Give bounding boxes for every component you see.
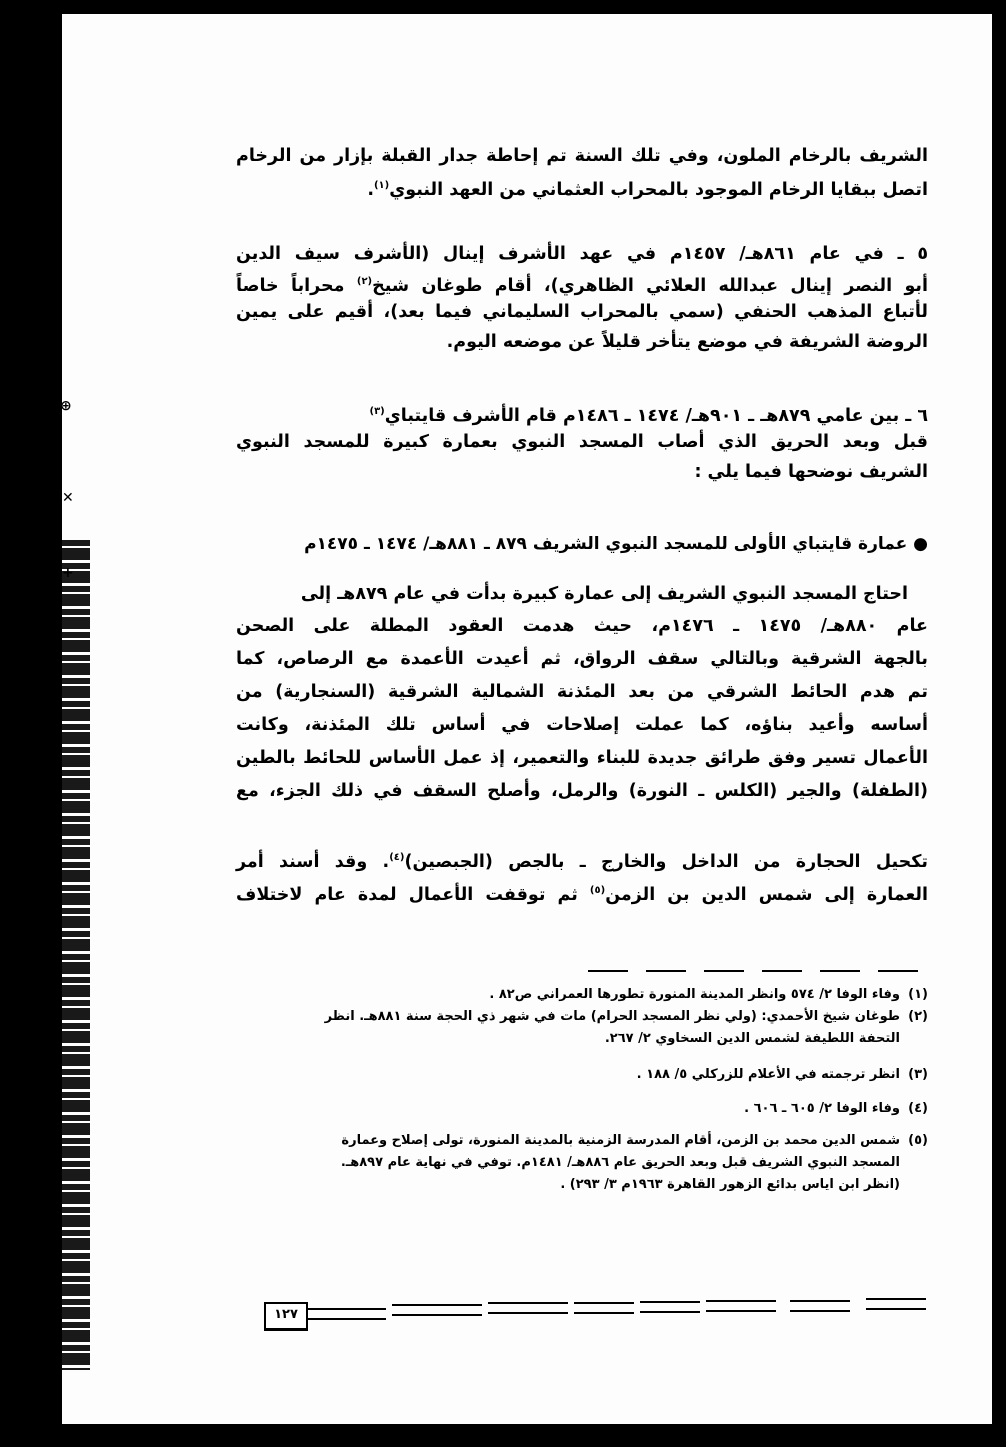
item6-line-1-text: ٦ ـ بين عامي ٨٧٩هـ ـ ٩٠١هـ/ ١٤٧٤ ـ ١٤٨٦م قام الأشرف قايتباي: [384, 405, 928, 426]
body-line-5: أساسه وأعيد بناؤه، كما عملت إصلاحات في أساس تلك المئذنة، وكانت: [236, 715, 928, 735]
footnote-1-num: (١): [908, 987, 928, 1002]
body-line-8: [236, 844, 928, 876]
footnote-5-cont-1: المسجد النبوي الشريف قبل وبعد الحريق عام ٨٨٦هـ/ ١٤٨١م. توفي في نهاية عام ٨٩٧هـ.: [340, 1155, 900, 1170]
footnote-ref-4[interactable]: (٤): [389, 852, 405, 863]
footnote-1-text: وفاء الوفا ٢/ ٥٧٤ وانظر المدينة المنورة تطورها العمراني ص٨٢ .: [489, 987, 900, 1002]
item5-line-4: الروضة الشريفة في موضع يتأخر قليلاً عن موضعه اليوم.: [446, 332, 928, 352]
body-line-9: [236, 877, 928, 909]
scan-border-right: [992, 0, 1006, 360]
footnote-4: [744, 1099, 928, 1119]
body-line-3: بالجهة الشرقية وبالتالي سقف الرواق، ثم أعيدت الأعمدة مع الرصاص، كما: [236, 649, 928, 669]
footnote-3-text: انظر ترجمته في الأعلام للزركلي ٥/ ١٨٨ .: [636, 1067, 900, 1082]
footnote-separator: [588, 970, 918, 972]
section-heading: ● عمارة قايتباي الأولى للمسجد النبوي الشريف ٨٧٩ ـ ٨٨١هـ/ ١٤٧٤ ـ ١٤٧٥م: [304, 534, 928, 554]
footnote-ref-2[interactable]: (٢): [356, 276, 373, 287]
scan-border-left: [0, 0, 68, 1447]
margin-mark: ✕: [62, 490, 74, 506]
footnote-5-cont-2: (انظر ابن اياس بدائع الزهور القاهرة ١٩٦٣م ٣/ ٢٩٣) .: [560, 1177, 900, 1192]
intro-line-2: اتصل ببقايا الرخام الموجود بالمحراب العثماني من العهد النبوي$^{(١)}$.: [367, 179, 928, 200]
intro-line-2-text: اتصل ببقايا الرخام الموجود بالمحراب العثماني من العهد النبوي: [389, 179, 928, 200]
margin-mark: +: [62, 565, 74, 581]
item6-line-2: قبل وبعد الحريق الذي أصاب المسجد النبوي بعمارة كبيرة للمسجد النبوي: [236, 432, 928, 452]
body-line-8-text: تكحيل الحجارة من الداخل والخارج ـ بالجص (الجبصين): [404, 851, 928, 872]
page-number: ١٢٧: [264, 1302, 308, 1331]
item5-line-1: ٥ ـ في عام ٨٦١هـ/ ١٤٥٧م في عهد الأشرف إينال (الأشرف سيف الدين: [236, 244, 929, 264]
footnote-ref-1[interactable]: (١): [373, 180, 390, 191]
item6-line-1: [369, 398, 928, 430]
footnote-ref-5[interactable]: (٥): [589, 885, 606, 896]
body-line-9-tail: ثم توقفت الأعمال لمدة عام لاختلاف: [236, 884, 578, 905]
item5-line-2-tail: محراباً خاصاً: [236, 275, 345, 296]
body-line-7: (الطفلة) والجير (الكلس ـ النورة) والرمل، وأصلح السقف في ذلك الجزء، مع: [236, 781, 928, 801]
footnote-5: [341, 1131, 928, 1151]
footer-ornament: [392, 1304, 482, 1316]
item5-line-3: لأتباع المذهب الحنفي (سمي بالمحراب السليماني فيما بعد)، أقيم على يمين: [236, 302, 928, 322]
body-line-6: الأعمال تسير وفق طرائق جديدة للبناء والتعمير، إذ عمل الأساس للحائط بالطين: [236, 748, 928, 768]
footer-ornament: [866, 1298, 926, 1310]
intro-line-1: الشريف بالرخام الملون، وفي تلك السنة تم إحاطة جدار القبلة بإزار من الرخام: [236, 146, 928, 166]
footer-ornament: [640, 1301, 700, 1313]
footer-ornament: [488, 1302, 568, 1314]
footer-ornament: [306, 1308, 386, 1320]
footnote-4-text: وفاء الوفا ٢/ ٦٠٥ ـ ٦٠٦ .: [744, 1101, 900, 1116]
footer-ornament: [790, 1300, 850, 1312]
item5-line-2: [236, 268, 928, 300]
footnote-3: [637, 1065, 928, 1085]
footer-ornament: [706, 1300, 776, 1312]
footnote-1: [489, 985, 928, 1005]
footnote-2-text-1: طوغان شيخ الأحمدي: (ولي نظر المسجد الحرام) مات في شهر ذي الحجة سنة ٨٨١هـ. انظر: [324, 1009, 900, 1024]
item6-line-3: الشريف نوضحها فيما يلي :: [694, 462, 928, 482]
body-line-9-text: العمارة إلى شمس الدين بن الزمن: [605, 884, 928, 905]
body-line-8-tail: . وقد أسند أمر: [236, 851, 390, 872]
scan-edge-noise: [62, 540, 90, 1370]
footnote-3-num: (٣): [908, 1067, 928, 1082]
footnote-ref-3[interactable]: (٣): [369, 406, 385, 417]
page-content: [236, 0, 928, 1447]
margin-mark: ⊕: [60, 398, 72, 414]
footnote-5-num: (٥): [908, 1133, 928, 1148]
item5-line-2-text: أبو النصر إينال عبدالله العلائي الظاهري)، أقام طوغان شيخ: [372, 275, 929, 296]
footer-ornament: [574, 1302, 634, 1314]
body-line-2: عام ٨٨٠هـ/ ١٤٧٥ ـ ١٤٧٦م، حيث هدمت العقود المطلة على الصحن: [236, 616, 929, 636]
footnote-2-cont: التحفة اللطيفة لشمس الدين السخاوي ٢/ ٢٦٧.: [604, 1031, 900, 1046]
body-line-1: احتاج المسجد النبوي الشريف إلى عمارة كبيرة بدأت في عام ٨٧٩هـ إلى: [300, 584, 908, 604]
body-line-4: تم هدم الحائط الشرقي من بعد المئذنة الشمالية الشرقية (السنجارية) من: [236, 682, 928, 702]
footnote-4-num: (٤): [908, 1101, 928, 1116]
footnote-2-num: (٢): [908, 1009, 928, 1024]
footnote-2: [325, 1007, 928, 1027]
footnote-5-text-1: شمس الدين محمد بن الزمن، أقام المدرسة الزمنية بالمدينة المنورة، تولى إصلاح وعمارة: [341, 1133, 900, 1148]
